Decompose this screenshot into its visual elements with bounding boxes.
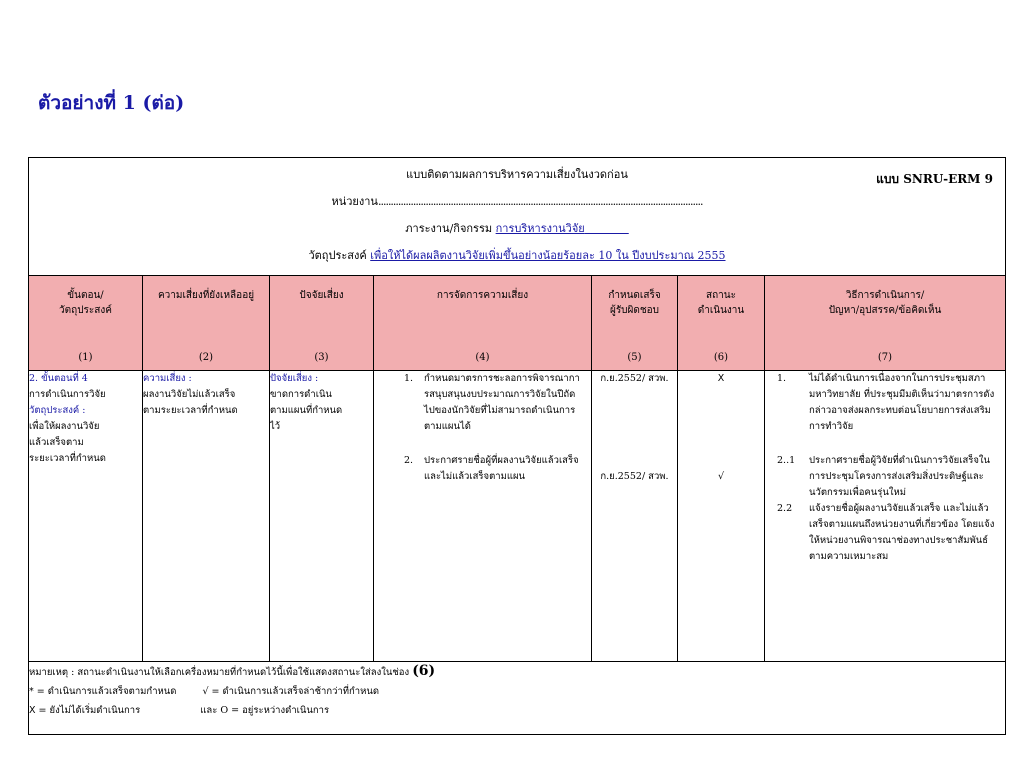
unit-line [29, 194, 1005, 221]
objective-text-line: ระยะเวลาที่กำหนด [29, 453, 106, 464]
form-title-cell [29, 158, 1006, 276]
risk-cell [143, 371, 270, 662]
list-item: 2..1 ประกาศรายชื่อผู้วิจัยที่ดำเนินการวิจัยเสร็จในการประชุมโครงการส่งเสริมสิ่งประดิษฐ์และนวัตกรรมเพื่อคนรุ่นใหม่ [777, 455, 991, 498]
objective-text-line: เพื่อให้ผลงานวิจัย [29, 421, 100, 432]
status-cell [678, 371, 765, 662]
remark-line: X = ยังไม่ได้เริ่มดำเนินการ และ O = อยู่ระหว่างดำเนินการ [29, 705, 330, 716]
objective-text-line: แล้วเสร็จตาม [29, 437, 84, 448]
risk-factor-cell [270, 371, 374, 662]
table-row [29, 371, 1006, 662]
due-value: ก.ย.2552/ สวพ. [600, 471, 669, 482]
column-number: (2) [198, 352, 214, 363]
objective-label: วัตถุประสงค์ [308, 249, 367, 262]
risk-title: ความเสี่ยง : [143, 373, 192, 384]
status-value: √ [717, 471, 725, 482]
mission-label: ภาระงาน/กิจกรรม [405, 222, 493, 235]
risk-followup-form [28, 157, 1006, 735]
mission-value: การบริหารงานวิจัย [495, 222, 585, 235]
step-text: การดำเนินการวิจัย [29, 389, 106, 400]
factor-title: ปัจจัยเสี่ยง : [270, 373, 319, 384]
step-cell [29, 371, 143, 662]
list-item: 1. ไม่ได้ดำเนินการเนื่องจากในการประชุมสภามหาวิทยาลัย ที่ประชุมมีมติเห็นว่ามาตรการดังกล่าวอาจส่งผลกระทบต่อนโยบายการส่งเสริมการทำวิจัย [777, 373, 995, 432]
column-number: (6) [713, 352, 729, 363]
column-header-row [29, 276, 1006, 371]
factor-text-line: ไว้ [270, 421, 281, 432]
objective-line [29, 248, 1005, 275]
remark-line: * = ดำเนินการแล้วเสร็จตามกำหนด √ = ดำเนินการแล้วเสร็จล่าช้ากว่าที่กำหนด [29, 686, 380, 697]
column-number: (5) [627, 352, 642, 363]
column-number: (1) [78, 352, 93, 363]
remark-cell [29, 662, 1006, 735]
column-header: ความเสี่ยงที่ยังเหลืออยู่ (2) [143, 276, 270, 371]
due-cell [592, 371, 678, 662]
list-item: 1. กำหนดมาตรการชะลอการพิจารณาการสนุบสนุนงบประมาณการวิจัยในปีถัดไปของนักวิจัยที่ไม่สามารถดำเนินการตามแผนได้ [404, 373, 580, 432]
column-header: กำหนดเสร็จ ผู้รับผิดชอบ (5) [592, 276, 678, 371]
status-value: X [717, 373, 725, 384]
form-code: แบบ SNRU-ERM 9 [876, 172, 993, 186]
mission-line [29, 221, 1005, 248]
risk-text-line: ผลงานวิจัยไม่แล้วเสร็จ [143, 389, 236, 400]
unit-label: หน่วยงาน [331, 195, 378, 208]
management-cell [374, 371, 592, 662]
list-item: 2. ประกาศรายชื่อผู้ที่ผลงานวิจัยแล้วเสร็จ และไม่แล้วเสร็จตามแผน [404, 455, 579, 482]
column-number: (7) [877, 352, 893, 363]
step-title: 2. ขั้นตอนที่ 4 [29, 373, 88, 384]
list-item: 2.2 แจ้งรายชื่อผู้ผลงานวิจัยแล้วเสร็จ และไม่แล้วเสร็จตามแผนถึงหน่วยงานที่เกี่ยวข้อง โดยแจ้งให้หน่วยงานพิจารณาช่องทางประชาสัมพันธ์ตามความเหมาะสม [777, 503, 995, 562]
column-number: (4) [475, 352, 490, 363]
objective-value: เพื่อให้ได้ผลผลิตงานวิจัยเพิ่มขึ้นอย่างน้อยร้อยละ 10 ใน ปีงบประมาณ 2555 [370, 249, 726, 262]
column-header: สถานะ ดำเนินงาน (6) [678, 276, 765, 371]
column-number: (3) [314, 352, 329, 363]
column-header: การจัดการความเสี่ยง (4) [374, 276, 592, 371]
risk-text-line: ตามระยะเวลาที่กำหนด [143, 405, 238, 416]
factor-text-line: ตามแผนที่กำหนด [270, 405, 343, 416]
methods-cell [765, 371, 1006, 662]
form-title: แบบติดตามผลการบริหารความเสี่ยงในงวดก่อน [406, 168, 628, 181]
remark-line: หมายเหตุ : สถานะดำเนินงานให้เลือกเครื่องหมายที่กำหนดไว้นี้เพื่อใช้แสดงสถานะใส่ลงในช่อง (6) [29, 663, 436, 679]
column-header: วิธีการดำเนินการ/ ปัญหา/อุปสรรค/ข้อคิดเห็น (7) [765, 276, 1006, 371]
due-value: ก.ย.2552/ สวพ. [600, 373, 669, 384]
column-header: ขั้นตอน/ วัตถุประสงค์ (1) [29, 276, 143, 371]
column-header: ปัจจัยเสี่ยง (3) [270, 276, 374, 371]
page-heading: ตัวอย่างที่ 1 (ต่อ) [38, 92, 185, 114]
unit-dots: .................................................................................................................................. [377, 195, 703, 208]
factor-text-line: ขาดการดำเนิน [270, 389, 332, 400]
objective-title: วัตถุประสงค์ : [29, 405, 86, 416]
